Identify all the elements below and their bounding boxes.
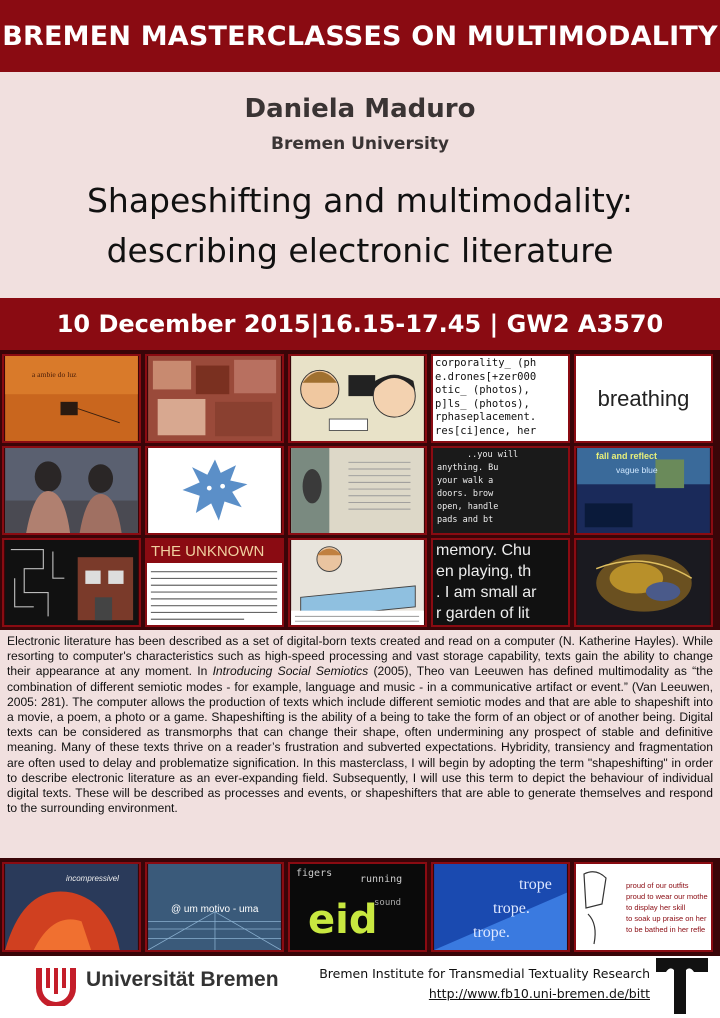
thumbnail-grid: [0, 350, 720, 630]
id-letters: eid: [308, 897, 378, 943]
blue-splash-image: [147, 448, 282, 533]
page-figure-image: [290, 448, 425, 533]
event-details: 10 December 2015|16.15-17.45 | GW2 A3570: [56, 310, 664, 338]
thumbnail-orange-scene: [2, 354, 141, 443]
the-unknown-text-lines: [147, 563, 282, 625]
trope-word: trope.: [473, 924, 510, 941]
fall-reflect-text: fall and reflect: [596, 451, 658, 461]
um-motivo-text: @ um motivo - uma: [171, 904, 259, 915]
talk-title: [0, 176, 720, 276]
memory-line: . I am small ar: [436, 584, 537, 601]
proud-line: to be bathed in her refle: [626, 925, 706, 934]
thumbnail-code-text: [431, 354, 570, 443]
event-details-band: [0, 298, 720, 350]
abstract-book-title: Introducing Social Semiotics: [212, 664, 369, 679]
thumbnail-red-figure: [2, 862, 141, 952]
two-figures-image: [4, 448, 139, 533]
memory-line: en playing, th: [436, 563, 532, 580]
inconsolable-text: incompressivel: [66, 874, 119, 883]
thumbnail-proud: [574, 862, 713, 952]
thumbnail-um-motivo: [145, 862, 284, 952]
speaker-name: Daniela Maduro: [244, 94, 476, 124]
proud-line: to display her skill: [626, 903, 686, 912]
series-title: BREMEN MASTERCLASSES ON MULTIMODALITY: [2, 20, 718, 52]
memory-line: r garden of lit: [436, 605, 530, 622]
orange-scene-image: [4, 356, 139, 441]
thumbnail-blue-splash: [145, 446, 284, 535]
thumbnail-collage: [145, 354, 284, 443]
you-will-line: doors. brow: [437, 489, 494, 499]
university-name: Universität Bremen: [86, 968, 279, 991]
code-line: e.drones[+zer000: [435, 370, 537, 383]
proud-line: to soak up praise on her: [626, 914, 707, 923]
institute-url-link[interactable]: http://www.fb10.uni-bremen.de/bitt: [428, 986, 650, 1001]
you-will-line: pads and bt: [437, 515, 494, 525]
institute-name: Bremen Institute for Transmedial Textuality Research: [319, 966, 650, 981]
thumbnail-maze-house: [2, 538, 141, 627]
thumbnail-hospital-bed: [288, 538, 427, 627]
running-word: running: [360, 874, 403, 885]
thumbnail-memory: [431, 538, 570, 627]
bitt-logo-icon: [654, 956, 710, 1016]
thumbnail-golden-swirl: [574, 538, 713, 627]
thumbnail-you-will: [431, 446, 570, 535]
sound-word: sound: [374, 898, 402, 908]
thumbnail-strip: [0, 858, 720, 956]
code-line: p]ls_ (photos),: [435, 397, 530, 410]
golden-swirl-image: [576, 540, 711, 625]
talk-title-line-1: Shapeshifting and multimodality:: [86, 181, 634, 220]
thumbnail-cartoon-faces: [288, 354, 427, 443]
code-line: rphaseplacement.: [435, 411, 537, 423]
you-will-line: your walk a: [437, 476, 494, 486]
collage-image: [147, 356, 282, 441]
thumbnail-breathing: [574, 354, 713, 443]
fingers-word: figers: [296, 868, 333, 879]
footer: [0, 956, 720, 1018]
proud-line: proud of our outfits: [626, 881, 689, 890]
hospital-bed-image: [290, 540, 425, 625]
thumbnail-the-unknown: [145, 538, 284, 627]
abstract-panel: [0, 630, 720, 858]
speaker-panel: [0, 72, 720, 298]
talk-title-line-2: describing electronic literature: [106, 231, 614, 270]
svg-text:a ambie do luz: a ambie do luz: [31, 370, 77, 380]
you-will-line: anything. Bu: [437, 463, 499, 473]
breathing-word: breathing: [597, 385, 690, 411]
series-title-band: [0, 0, 720, 72]
thumbnail-fall-reflect: [574, 446, 713, 535]
proud-line: proud to wear our mothe: [626, 892, 708, 901]
you-will-line: ..you will: [467, 450, 519, 460]
thumbnail-trope: [431, 862, 570, 952]
sketch-figure-icon: [576, 864, 626, 952]
code-line: otic_ (photos),: [435, 384, 530, 396]
abstract-part-2: (2005), Theo van Leeuwen has defined multimodality as “the combination of different semiotic modes - for example, language and music - in a communicative artifact or event.” (Van Leeuwen, 2005: 281). The computer allows the production of texts which include different semiotic modes and that are able to shapeshift into a movie, a poem, a photo or a game. Shapeshifting is the ability of a being to take the form of an object or of another being. Digital texts can be considered as transmorphs that can change their shape, often undermining any prospect of stable and definitive meaning. Many of these texts thrive on a reader’s frustration and subverted expectations. Hybridity, transiency and fragmentation are often used to delay and problematize signification. In this masterclass, I will begin by adopting the term "shapeshifting" in order to describe electronic literature as an ever-expanding field. Subsequently, I will use this term to depict the behaviour of individual digital texts. These will be described as processes and events, or shapeshifters that are able to generate themselves and respond to the surrounding environment.: [7, 664, 713, 816]
the-unknown-heading: THE UNKNOWN: [147, 540, 282, 563]
code-line: res[ci]ence, her: [435, 424, 537, 437]
maze-house-image: [4, 540, 139, 625]
thumbnail-fingers: [288, 862, 427, 952]
you-will-line: open, handle: [437, 502, 499, 512]
cartoon-faces-image: [290, 356, 425, 441]
abstract-text: [7, 634, 713, 816]
memory-line: memory. Chu: [436, 542, 531, 559]
speaker-affiliation: Bremen University: [270, 134, 450, 154]
abstract-part-1: Electronic literature has been described as a set of digital-born texts created and read on a computer (N. Katherine Hayles). While resorting to computer's characteristics such as high-speed processing and vast storage capability, texts gain the ability to change their appearance at any moment. In: [7, 634, 713, 679]
thumbnail-two-figures: [2, 446, 141, 535]
vague-blue-text: vague blue: [616, 465, 658, 475]
thumbnail-page-figure: [288, 446, 427, 535]
trope-word: trope.: [493, 900, 530, 917]
trope-word: trope: [519, 876, 552, 893]
code-line: corporality_ (ph: [435, 357, 537, 369]
university-logo-icon: [34, 962, 78, 1006]
